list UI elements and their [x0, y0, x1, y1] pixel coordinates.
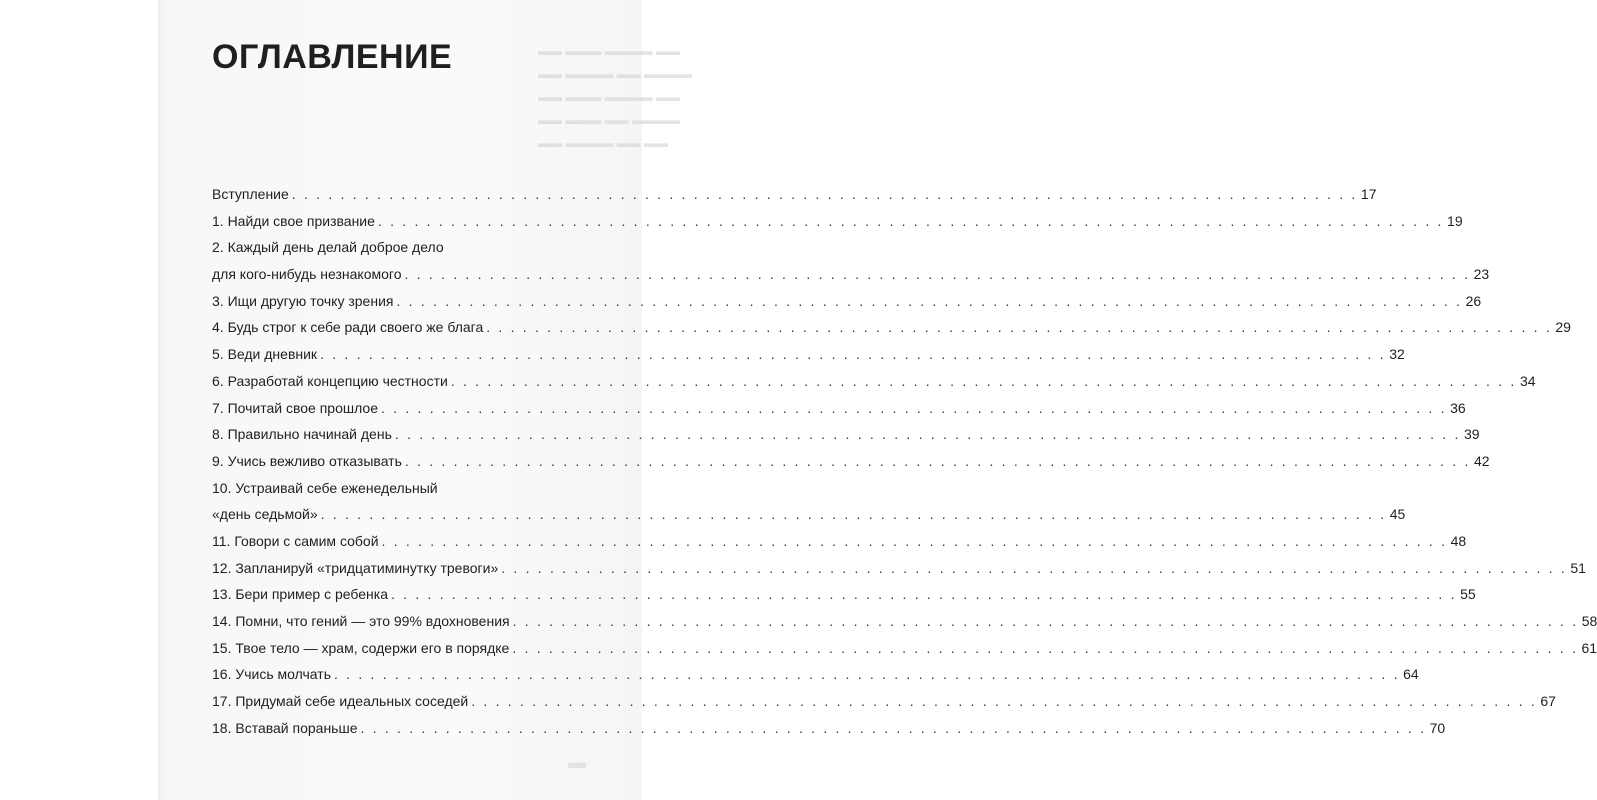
dot-leader — [396, 288, 1462, 315]
toc-entry — [212, 555, 1586, 582]
toc-entry-title: 8. Правильно начинай день — [212, 426, 392, 443]
dot-leader — [501, 555, 1567, 582]
toc-entry-page-number: 36 — [1450, 399, 1466, 416]
toc-row — [212, 341, 1405, 368]
toc-entry-page-number: 48 — [1450, 532, 1467, 549]
dot-leader — [451, 368, 1517, 395]
dot-leader — [334, 661, 1400, 688]
toc-row — [212, 395, 1466, 422]
toc-entry-page-number: 64 — [1403, 666, 1419, 683]
toc-entry — [212, 715, 1446, 742]
dot-leader — [378, 208, 1444, 235]
toc-entry — [212, 688, 1556, 715]
toc-entry-title-line: 2. Каждый день делай доброе дело — [212, 239, 444, 256]
toc-entry-title: 18. Вставай пораньше — [212, 719, 358, 736]
dot-leader — [381, 395, 1447, 422]
toc-entry — [212, 395, 1466, 422]
dot-leader — [405, 448, 1471, 475]
dot-leader — [361, 715, 1427, 742]
toc-row — [212, 501, 1406, 528]
toc-entry — [212, 635, 1597, 662]
toc-entry — [212, 581, 1476, 608]
toc-entry — [212, 341, 1405, 368]
toc-entry — [212, 475, 1406, 528]
toc-entry — [212, 528, 1467, 555]
toc-entry-title: «день седьмой» — [212, 506, 318, 523]
toc-entry-page-number: 19 — [1447, 212, 1463, 229]
show-through-page-number: ▬ — [568, 752, 586, 772]
toc-entry-page-number: 23 — [1473, 266, 1490, 283]
toc-entry-title: 7. Почитай свое прошлое — [212, 399, 378, 416]
toc-entry-title: 13. Бери пример с ребенка — [212, 586, 388, 603]
book-page — [158, 0, 1597, 800]
show-through-text: ▬▬ ▬▬▬ ▬▬▬▬ ▬▬ ▬▬ ▬▬▬▬ ▬▬ ▬▬▬▬ ▬▬ ▬▬▬ ▬▬▬▬ ▬▬ ▬▬ ▬▬▬ ▬▬ ▬▬▬▬ ▬▬ ▬▬▬▬ ▬▬ ▬▬ — [538, 44, 693, 150]
dot-leader — [382, 528, 1448, 555]
toc-entry-page-number: 34 — [1519, 372, 1536, 389]
toc-entry-title: 1. Найди свое призвание — [212, 212, 375, 229]
toc-entry-page-number: 26 — [1465, 292, 1482, 309]
toc-entry — [212, 234, 1490, 287]
toc-row — [212, 555, 1586, 582]
toc-entry-title: 14. Помни, что гений — это 99% вдохновения — [212, 613, 510, 629]
toc-entry — [212, 181, 1377, 208]
dot-leader — [512, 635, 1578, 662]
toc-row — [212, 635, 1597, 662]
toc-row — [212, 528, 1467, 555]
toc-entry-page-number: 29 — [1555, 319, 1571, 336]
toc-entry-page-number: 67 — [1540, 693, 1556, 710]
toc-entry-title: 4. Будь строг к себе ради своего же блага — [212, 319, 484, 336]
toc-entry-page-number: 45 — [1389, 506, 1406, 523]
toc-row — [212, 288, 1482, 315]
toc-entry-title: 6. Разработай концепцию честности — [212, 372, 448, 389]
toc-entry-page-number: 55 — [1460, 586, 1476, 603]
dot-leader — [395, 421, 1461, 448]
toc-row — [212, 181, 1377, 208]
toc-row — [212, 261, 1490, 288]
toc-entry — [212, 368, 1536, 395]
toc-entry-page-number: 61 — [1581, 639, 1597, 656]
toc-entry-page-number: 17 — [1360, 186, 1377, 202]
toc-row — [212, 208, 1463, 235]
toc-entry-page-number: 39 — [1464, 426, 1480, 443]
toc-entry — [212, 421, 1480, 448]
toc-entry-title: 15. Твое тело — храм, содержи его в порядке — [212, 639, 510, 656]
toc-entry-page-number: 32 — [1389, 346, 1405, 363]
dot-leader — [320, 341, 1386, 368]
dot-leader — [391, 581, 1457, 608]
dot-leader — [471, 688, 1537, 715]
toc-row — [212, 581, 1476, 608]
toc-row — [212, 421, 1480, 448]
toc-entry-title: 16. Учись молчать — [212, 666, 331, 683]
toc-row — [212, 688, 1556, 715]
dot-leader — [405, 261, 1471, 288]
toc-entry-title: 9. Учись вежливо отказывать — [212, 452, 402, 469]
toc-entry — [212, 661, 1419, 688]
toc-entry-title: для кого-нибудь незнакомого — [212, 266, 402, 283]
toc-entry-page-number: 42 — [1474, 452, 1490, 469]
toc-entry — [212, 314, 1571, 341]
page-title: ОГЛАВЛЕНИЕ — [212, 38, 453, 76]
toc-entry-title: 3. Ищи другую точку зрения — [212, 292, 394, 309]
toc-entry-title-line: 10. Устраивай себе еженедельный — [212, 479, 438, 496]
toc-entry-page-number: 70 — [1429, 719, 1446, 736]
toc-entry-title: 11. Говори с самим собой — [212, 532, 379, 549]
toc-entry — [212, 448, 1490, 475]
toc-row — [212, 368, 1536, 395]
toc-row — [212, 314, 1571, 341]
toc-entry-title: 5. Веди дневник — [212, 346, 318, 363]
toc-row — [212, 661, 1419, 688]
toc-row — [212, 608, 1597, 635]
dot-leader — [513, 608, 1579, 635]
dot-leader — [292, 181, 1358, 208]
toc-entry-title: Вступление — [212, 186, 289, 202]
toc-row — [212, 715, 1446, 742]
toc-entry-title: 12. Запланируй «тридцатиминутку тревоги» — [212, 559, 499, 576]
toc-entry-page-number: 58 — [1581, 613, 1597, 629]
toc-entry — [212, 208, 1463, 235]
toc-entry — [212, 288, 1482, 315]
table-of-contents — [212, 181, 1597, 741]
toc-entry-page-number: 51 — [1570, 559, 1586, 576]
toc-entry-title: 17. Придумай себе идеальных соседей — [212, 693, 469, 710]
dot-leader — [486, 314, 1552, 341]
dot-leader — [321, 501, 1387, 528]
toc-entry — [212, 608, 1597, 635]
toc-row — [212, 448, 1490, 475]
